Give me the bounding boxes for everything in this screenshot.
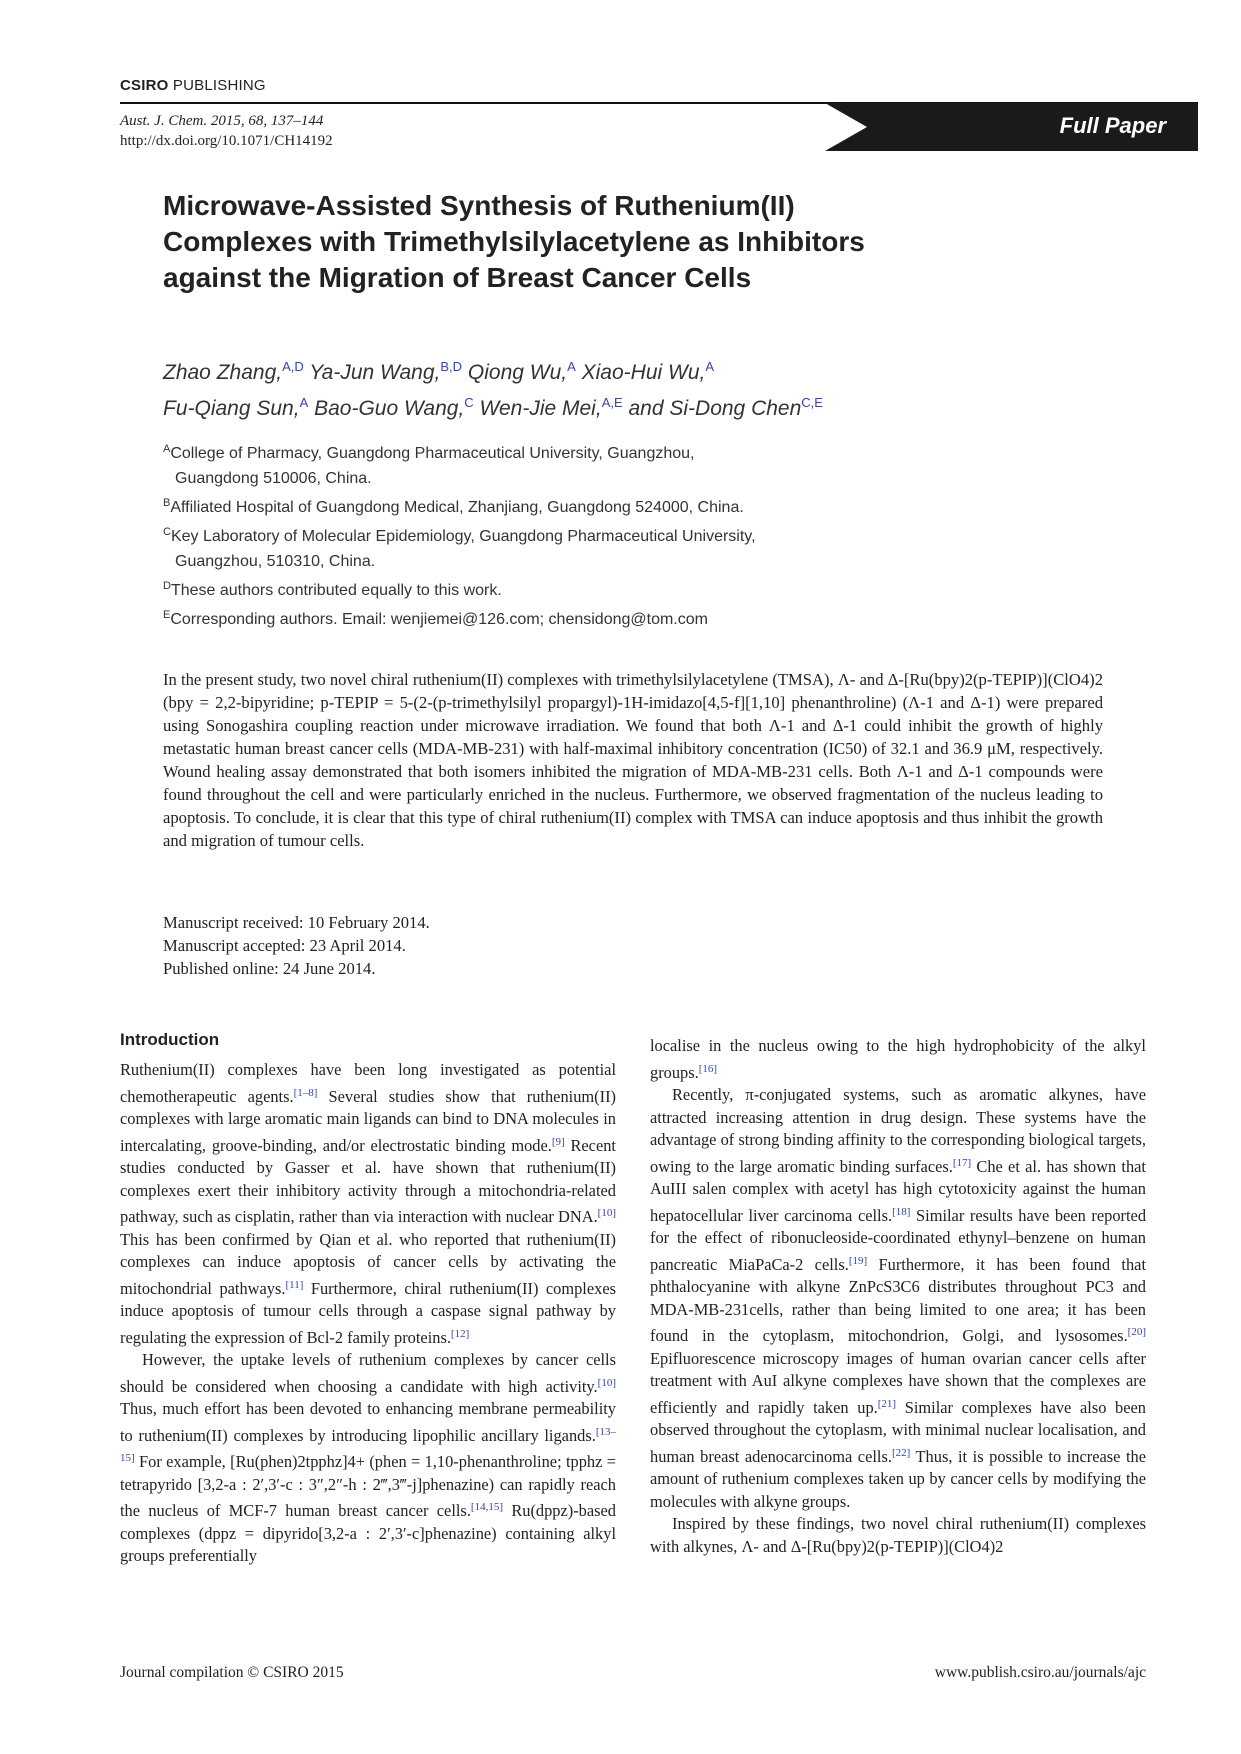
affiliation-text: These authors contributed equally to this work. xyxy=(170,582,502,599)
abstract: In the present study, two novel chiral ruthenium(II) complexes with trimethylsilylacetylene (TMSA), Λ- and Δ-[Ru(bpy)2(p-TEPIP)](ClO4)2 (bpy = 2,2-bipyridine; p-TEPIP = 5-(2-(p-trimethylsilyl propargyl)-1H-imidazo[4,5-f][1,10] phenanthroline) (Λ-1 and Δ-1) were prepared using Sonogashira coupling reaction under microwave irradiation. We found that both Λ-1 and Δ-1 could inhibit the growth of highly metastatic human breast cancer cells (MDA-MB-231) with half-maximal inhibitory concentration (IC50) of 32.1 and 36.9 μM, respectively. Wound healing assay demonstrated that both isomers inhibited the migration of MDA-MB-231 cells. Both Λ-1 and Δ-1 compounds were found throughout the cell and were particularly enriched in the nucleus. Furthermore, we observed fragmentation of the nucleus leading to apoptosis. To conclude, it is clear that this type of chiral ruthenium(II) complex with TMSA can induce apoptosis and thus inhibit the growth and migration of tumour cells. xyxy=(163,670,1103,850)
author-list xyxy=(163,352,1113,424)
journal-citation xyxy=(120,111,333,151)
citation-ref[interactable]: [14,15] xyxy=(470,1501,503,1513)
affiliations xyxy=(163,437,1063,632)
author-line xyxy=(163,388,1113,424)
citation-ref[interactable]: [10] xyxy=(597,1376,616,1389)
text-run: Epifluorescence microscopy images of human ovarian cancer cells after treatment with AuI alkyne complexes have shown that the complexes are efficiently and rapidly taken up. xyxy=(650,1348,1146,1417)
affiliation xyxy=(163,574,1063,603)
author-affil-mark: A xyxy=(567,359,576,374)
affiliation-text: Key Laboratory of Molecular Epidemiology, Guangdong Pharmaceutical University, xyxy=(170,528,756,545)
author-name: Wen-Jie Mei, xyxy=(479,397,602,420)
citation-ref[interactable]: [10] xyxy=(597,1207,616,1219)
citation-ref[interactable]: [12] xyxy=(450,1327,470,1340)
author-affil-mark: C xyxy=(464,395,474,410)
publisher-name: CSIRO PUBLISHING xyxy=(120,77,266,94)
footer-url[interactable]: www.publish.csiro.au/journals/ajc xyxy=(934,1664,1146,1681)
author-name: Qiong Wu, xyxy=(467,361,568,384)
citation-ref[interactable]: [22] xyxy=(891,1446,911,1459)
text-run: Thus, much effort has been devoted to enhancing membrane permeability to ruthenium(II) complexes by introducing lipophilic ancillary ligands. xyxy=(120,1399,616,1445)
text-run: Several studies show that ruthenium(II) complexes with large aromatic main ligands can bind to DNA molecules in intercalating, groove-binding, and/or electrostatic binding mode. xyxy=(120,1086,616,1155)
text-run: Recently, π-conjugated systems, such as aromatic alkynes, have attracted increasing attention in drug design. These systems have the advantage of strong binding affinity to the corresponding biological targets, owing to the large aromatic binding surfaces. xyxy=(650,1085,1146,1176)
citation-ref[interactable]: [1–8] xyxy=(293,1086,318,1099)
journal-line: Aust. J. Chem. 2015, 68, 137–144 xyxy=(120,113,324,129)
paragraph xyxy=(120,1349,616,1568)
author-affil-mark: A xyxy=(705,359,714,374)
affiliation xyxy=(163,491,1063,520)
affiliation-text: Corresponding authors. Email: wenjiemei@126.com; chensidong@tom.com xyxy=(170,611,708,628)
affiliation-mark: B xyxy=(163,497,171,509)
text-run: Ruthenium(II) complexes have been long investigated as potential chemotherapeutic agents. xyxy=(120,1060,616,1106)
author-line xyxy=(163,352,1113,388)
date-accepted: Manuscript accepted: 23 April 2014. xyxy=(163,936,406,955)
author-name: Bao-Guo Wang, xyxy=(314,397,465,420)
text-run: Recent studies conducted by Gasser et al. have shown that ruthenium(II) complexes exert their inhibitory activity through a mitochondria-related pathway, such as cisplatin, rather than via interaction with nuclear DNA. xyxy=(120,1135,616,1226)
author-name: and Si-Dong Chen xyxy=(628,397,802,420)
text-run: Similar complexes have also been observed throughout the cytoplasm, with minimal nuclear localisation, and human breast adenocarcinoma cells. xyxy=(650,1397,1146,1466)
author-name: Fu-Qiang Sun, xyxy=(163,397,300,420)
text-run: Ru(dppz)-based complexes (dppz = dipyrido[3,2-a : 2′,3′-c]phenazine) containing alkyl groups preferentially xyxy=(120,1501,617,1565)
affiliation-cont: Guangdong 510006, China. xyxy=(175,470,372,487)
title-line: Microwave-Assisted Synthesis of Ruthenium(II) xyxy=(163,190,795,221)
manuscript-dates xyxy=(163,911,430,980)
text-run: Furthermore, it has been found that phthalocyanine with alkyne ZnPcS3C6 distributes throughout PC3 and MDA-MB-231cells, rather than being limited to one area; it has been found in the cytoplasm, mitochondrion, Golgi, and lysosomes. xyxy=(650,1254,1146,1345)
citation-ref[interactable]: [19] xyxy=(848,1254,868,1267)
affiliation xyxy=(163,520,1063,549)
author-affil-mark: A,D xyxy=(282,359,304,374)
paper-type-banner xyxy=(825,103,1198,151)
author-name: Ya-Jun Wang, xyxy=(309,361,441,384)
affiliation-text: College of Pharmacy, Guangdong Pharmaceutical University, Guangzhou, xyxy=(170,445,695,462)
paper-type-label: Full Paper xyxy=(1059,113,1166,138)
affiliation-text: Affiliated Hospital of Guangdong Medical, Zhanjiang, Guangdong 524000, China. xyxy=(170,499,744,516)
text-run: Thus, it is possible to increase the amount of ruthenium complexes taken up by cancer cells by modifying the molecules with alkyne groups. xyxy=(650,1446,1146,1511)
date-published: Published online: 24 June 2014. xyxy=(163,959,376,978)
article-title xyxy=(163,188,1063,296)
affiliation-mark: C xyxy=(163,526,171,538)
affiliation xyxy=(163,437,1063,466)
affiliation xyxy=(163,603,1063,632)
doi-link[interactable]: http://dx.doi.org/10.1071/CH14192 xyxy=(120,133,333,149)
citation-ref[interactable]: [21] xyxy=(877,1397,897,1410)
citation-ref[interactable]: [13–15] xyxy=(120,1425,616,1464)
text-run: Che et al. has shown that AuIII salen complex with acetyl has high cytotoxicity against the human hepatocellular liver carcinoma cells. xyxy=(650,1156,1146,1225)
title-line: against the Migration of Breast Cancer Cells xyxy=(163,262,752,293)
author-affil-mark: A,E xyxy=(601,395,623,410)
section-heading-introduction: Introduction xyxy=(120,1030,220,1049)
author-name: Zhao Zhang, xyxy=(163,361,283,384)
author-name: Xiao-Hui Wu, xyxy=(581,361,706,384)
author-affil-mark: C,E xyxy=(801,395,823,410)
citation-ref[interactable]: [9] xyxy=(551,1135,565,1148)
date-received: Manuscript received: 10 February 2014. xyxy=(163,913,430,932)
text-run: Furthermore, chiral ruthenium(II) complexes induce apoptosis of tumour cells through a caspase signal pathway by regulating the expression of Bcl-2 family proteins. xyxy=(120,1278,616,1347)
citation-ref[interactable]: [20] xyxy=(1127,1326,1146,1338)
text-run: localise in the nucleus owing to the high hydrophobicity of the alkyl groups. xyxy=(650,1036,1146,1082)
author-affil-mark: B,D xyxy=(440,359,463,374)
body-column-left xyxy=(120,1059,616,1568)
paragraph: Inspired by these findings, two novel chiral ruthenium(II) complexes with alkynes, Λ- and Δ-[Ru(bpy)2(p-TEPIP)](ClO4)2 xyxy=(650,1514,1146,1556)
footer-copyright: Journal compilation © CSIRO 2015 xyxy=(120,1664,344,1681)
paragraph xyxy=(120,1059,616,1349)
title-line: Complexes with Trimethylsilylacetylene as Inhibitors xyxy=(163,226,865,257)
text-run: For example, [Ru(phen)2tpphz]4+ (phen = 1,10-phenanthroline; tpphz = tetrapyrido [3,2-a : 2′,3′-c : 3″,2″-h : 2‴,3‴-j]phenazine) can rapidly reach the nucleus of MCF-7 human breast cancer cells. xyxy=(120,1452,616,1520)
text-run: This has been confirmed by Qian et al. who reported that ruthenium(II) complexes can induce apoptosis of cancer cells by activating the mitochondrial pathways. xyxy=(120,1229,616,1298)
author-affil-mark: A xyxy=(299,395,309,410)
citation-ref[interactable]: [11] xyxy=(285,1278,304,1291)
affiliation-mark: A xyxy=(163,443,171,455)
body-column-right xyxy=(650,1035,1146,1558)
affiliation-mark: D xyxy=(163,580,171,592)
paragraph xyxy=(650,1084,1146,1513)
citation-ref[interactable]: [17] xyxy=(952,1156,972,1169)
paragraph xyxy=(650,1035,1146,1084)
citation-ref[interactable]: [18] xyxy=(892,1205,911,1218)
text-run: However, the uptake levels of ruthenium complexes by cancer cells should be considered when choosing a candidate with high activity. xyxy=(120,1350,616,1396)
affiliation-mark: E xyxy=(163,609,171,621)
citation-ref[interactable]: [16] xyxy=(698,1062,718,1075)
text-run: Similar results have been reported for the effect of ribonucleoside-coordinated ethynyl–benzene on human pancreatic MiaPaCa-2 cells. xyxy=(650,1205,1147,1274)
affiliation-cont: Guangzhou, 510310, China. xyxy=(175,553,376,570)
